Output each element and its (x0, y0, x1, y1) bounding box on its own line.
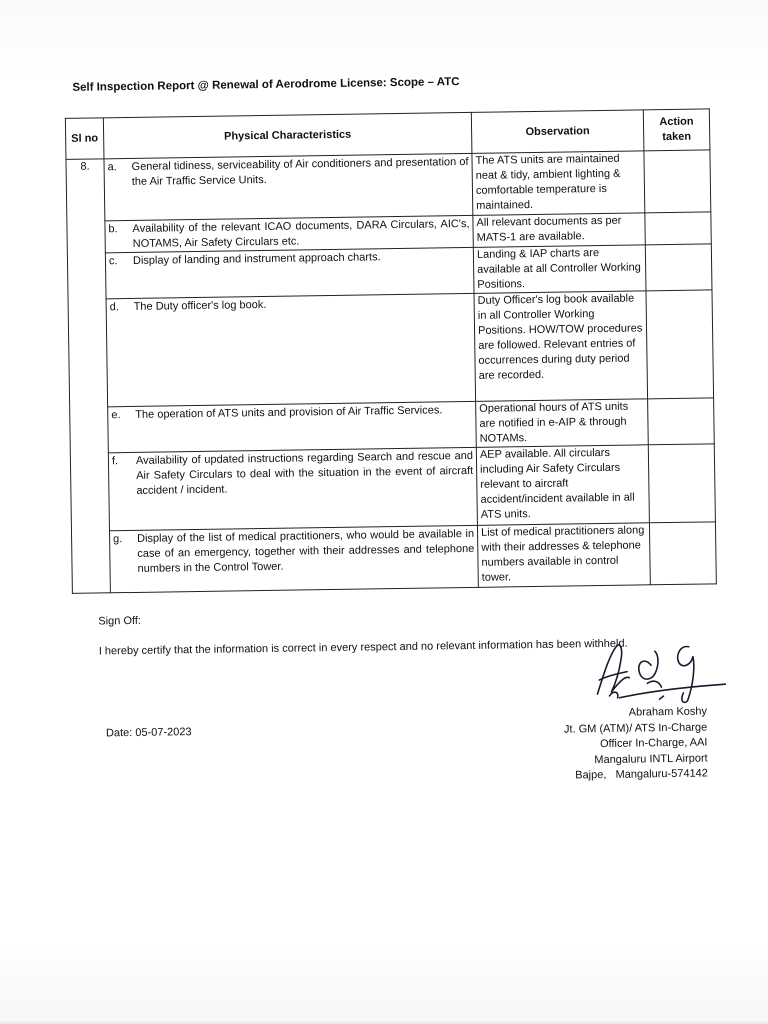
document-date: Date: 05-07-2023 (105, 726, 192, 740)
item-letter: a. (107, 161, 117, 174)
observation-cell: Landing & IAP charts are available at all Controller Working Positions. (473, 245, 646, 294)
header-sl-no: Sl no (65, 118, 104, 160)
physical-text: Availability of updated instructions regarding Search and rescue and Air Safety Circulars to deal with the situation in the event of aircraft accident / incident. (135, 449, 474, 497)
physical-text: General tidiness, serviceability of Air conditioners and presentation of the Air Traffic Service Units. (131, 155, 469, 188)
action-cell (648, 398, 715, 445)
item-letter: f. (111, 455, 119, 468)
table-row (70, 444, 715, 532)
item-letter: c. (108, 255, 118, 268)
action-cell (644, 150, 711, 213)
item-letter: e. (111, 409, 121, 422)
table-row (71, 522, 716, 594)
physical-cell (105, 247, 474, 298)
report-title: Self Inspection Report @ Renewal of Aerodrome License: Scope – ATC (72, 76, 460, 94)
signatory-office: Officer In-Charge, AAI (599, 736, 708, 751)
certification-statement: I hereby certify that the information is correct in every respect and no relevant information has been withheld. (98, 637, 628, 658)
action-cell (648, 444, 715, 523)
signatory-designation: Jt. GM (ATM)/ ATS In-Charge (563, 720, 708, 736)
action-cell (645, 212, 711, 245)
signatory-address: Bajpe, Mangaluru-574142 (575, 767, 708, 782)
handwritten-signature (589, 634, 730, 708)
physical-cell (104, 153, 473, 220)
physical-text: Display of landing and instrument approach charts. (132, 251, 381, 267)
physical-cell (109, 525, 478, 592)
item-letter: g. (113, 533, 123, 546)
table-row (66, 150, 711, 222)
physical-cell (108, 447, 477, 530)
action-cell (649, 522, 716, 585)
physical-cell (106, 293, 476, 406)
observation-cell: All relevant documents as per MATS-1 are available. (473, 213, 645, 248)
sign-off-label: Sign Off: (98, 614, 142, 628)
physical-text: Availability of the relevant ICAO documents, DARA Circulars, AIC's, NOTAMS, Air Safety Circulars etc. (132, 217, 470, 250)
physical-text: The Duty officer's log book. (133, 298, 267, 313)
physical-text: The operation of ATS units and provision of Air Traffic Services. (135, 404, 443, 421)
table-row (68, 290, 714, 408)
signatory-name: Abraham Koshy (628, 705, 708, 719)
item-letter: b. (108, 223, 118, 236)
scan-edge (0, 1018, 768, 1024)
observation-cell: The ATS units are maintained neat & tidy, ambient lighting & comfortable temperature is maintained. (472, 151, 645, 216)
signatory-airport: Mangaluru INTL Airport (594, 751, 708, 766)
header-observation: Observation (471, 110, 644, 154)
physical-cell (108, 401, 477, 452)
item-letter: d. (109, 301, 119, 314)
sl-number: 8. (66, 159, 110, 594)
header-action-taken: Action taken (643, 109, 710, 151)
action-cell (646, 290, 714, 399)
signatory-block (564, 704, 708, 784)
header-physical-characteristics: Physical Characteristics (103, 112, 472, 158)
observation-cell: List of medical practitioners along with their addresses & telephone numbers available in control tower. (477, 523, 650, 588)
action-cell (645, 244, 712, 291)
document-content (60, 50, 740, 782)
observation-cell: AEP available. All circulars including Air Safety Circulars relevant to aircraft accident/incident available in all ATS units. (476, 445, 649, 526)
physical-text: Display of the list of medical practitioners, who would be available in case of an emergency, together with their addresses and telephone numbers in the Control Tower. (137, 527, 475, 575)
observation-cell: Duty Officer's log book available in all Controller Working Positions. HOW/TOW procedures are followed. Relevant entries of occurrences during duty period are recorded. (474, 291, 648, 402)
inspection-table (65, 108, 717, 594)
observation-cell: Operational hours of ATS units are notified in e-AIP & through NOTAMs. (476, 399, 649, 448)
physical-cell (105, 215, 473, 252)
